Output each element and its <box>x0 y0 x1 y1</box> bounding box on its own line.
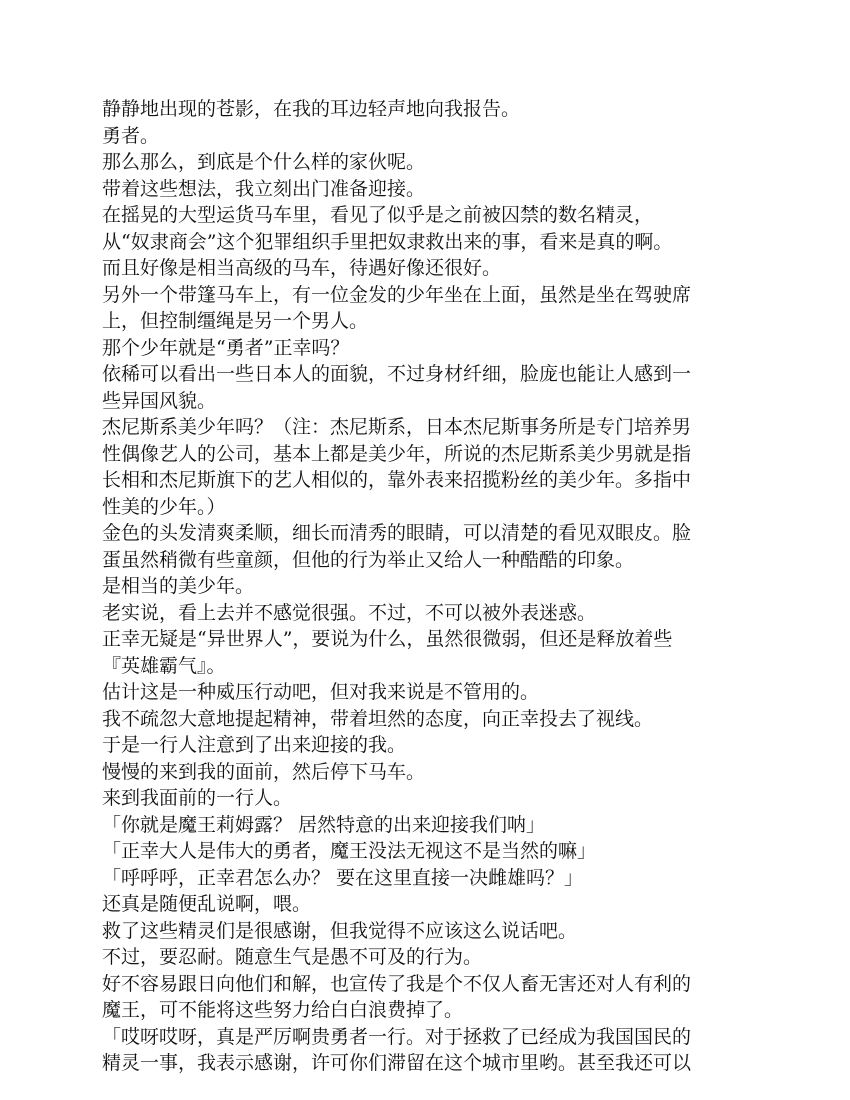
text-line: 杰尼斯系美少年吗？（注：杰尼斯系，日本杰尼斯事务所是专门培养男 <box>102 416 692 438</box>
text-line: 长相和杰尼斯旗下的艺人相似的，靠外表来招揽粉丝的美少年。多指中 <box>102 469 692 491</box>
text-line: 正幸无疑是“异世界人”，要说为什么，虽然很微弱，但还是释放着些 <box>102 628 673 650</box>
document-page <box>102 96 748 1077</box>
text-line: 「哎呀哎呀，真是严厉啊贵勇者一行。对于拯救了已经成为我国国民的 <box>102 1025 692 1048</box>
text-line: 而且好像是相当高级的马车，待遇好像还很好。 <box>102 257 502 279</box>
text-line: 不过，要忍耐。随意生气是愚不可及的行为。 <box>102 946 483 968</box>
text-line: 勇者。 <box>102 124 160 147</box>
text-line: 静静地出现的苍影，在我的耳边轻声地向我报告。 <box>102 98 521 120</box>
text-line: 那个少年就是“勇者”正幸吗？ <box>102 336 350 359</box>
text-line: 带着这些想法，我立刻出门准备迎接。 <box>102 177 426 200</box>
text-line: 「你就是魔王莉姆露？ 居然特意的出来迎接我们呐」 <box>102 813 546 836</box>
text-line: 性偶像艺人的公司，基本上都是美少年，所说的杰尼斯系美少男就是指 <box>102 442 692 465</box>
text-line: 依稀可以看出一些日本人的面貌，不过身材纤细，脸庞也能让人感到一 <box>102 363 692 385</box>
text-line: 于是一行人注意到了出来迎接的我。 <box>102 734 407 756</box>
text-line: 是相当的美少年。 <box>102 575 255 597</box>
text-line: 在摇晃的大型运货马车里，看见了似乎是之前被囚禁的数名精灵， <box>102 204 654 226</box>
text-line: 精灵一事，我表示感谢，许可你们滞留在这个城市里哟。甚至我还可以 <box>102 1052 692 1074</box>
text-line: 好不容易跟日向他们和解，也宣传了我是个不仅人畜无害还对人有利的 <box>102 972 692 995</box>
text-line: 魔王，可不能将这些努力给白白浪费掉了。 <box>102 999 464 1021</box>
text-line: 些异国风貌。 <box>102 389 217 412</box>
text-line: 还真是随便乱说啊，喂。 <box>102 893 312 915</box>
text-line: 『英雄霸气』。 <box>102 654 226 677</box>
text-line: 老实说，看上去并不感觉很强。不过，不可以被外表迷惑。 <box>102 601 597 624</box>
text-line: 那么那么，到底是个什么样的家伙呢。 <box>102 151 426 173</box>
text-line: 估计这是一种威压行动吧，但对我来说是不管用的。 <box>102 681 540 703</box>
text-line: 上，但控制缰绳是另一个男人。 <box>102 310 369 332</box>
text-line: 「呼呼呼，正幸君怎么办？ 要在这里直接一决雌雄吗？」 <box>102 866 584 889</box>
text-line: 性美的少年。） <box>102 495 226 518</box>
text-line: 我不疏忽大意地提起精神，带着坦然的态度，向正幸投去了视线。 <box>102 707 654 730</box>
text-line: 来到我面前的一行人。 <box>102 787 293 809</box>
text-line: 金色的头发清爽柔顺，细长而清秀的眼睛，可以清楚的看见双眼皮。脸 <box>102 522 692 544</box>
text-line: 慢慢的来到我的面前，然后停下马车。 <box>102 760 426 783</box>
text-line: 蛋虽然稍微有些童颜，但他的行为举止又给人一种酷酷的印象。 <box>102 548 635 571</box>
text-line: 「正幸大人是伟大的勇者，魔王没法无视这不是当然的嘛」 <box>102 840 597 862</box>
text-line: 另外一个带篷马车上，有一位金发的少年坐在上面，虽然是坐在驾驶席 <box>102 283 692 306</box>
text-line: 救了这些精灵们是很感谢，但我觉得不应该这么说话吧。 <box>102 919 578 942</box>
text-line: 从“奴隶商会”这个犯罪组织手里把奴隶救出来的事，看来是真的啊。 <box>102 230 673 253</box>
